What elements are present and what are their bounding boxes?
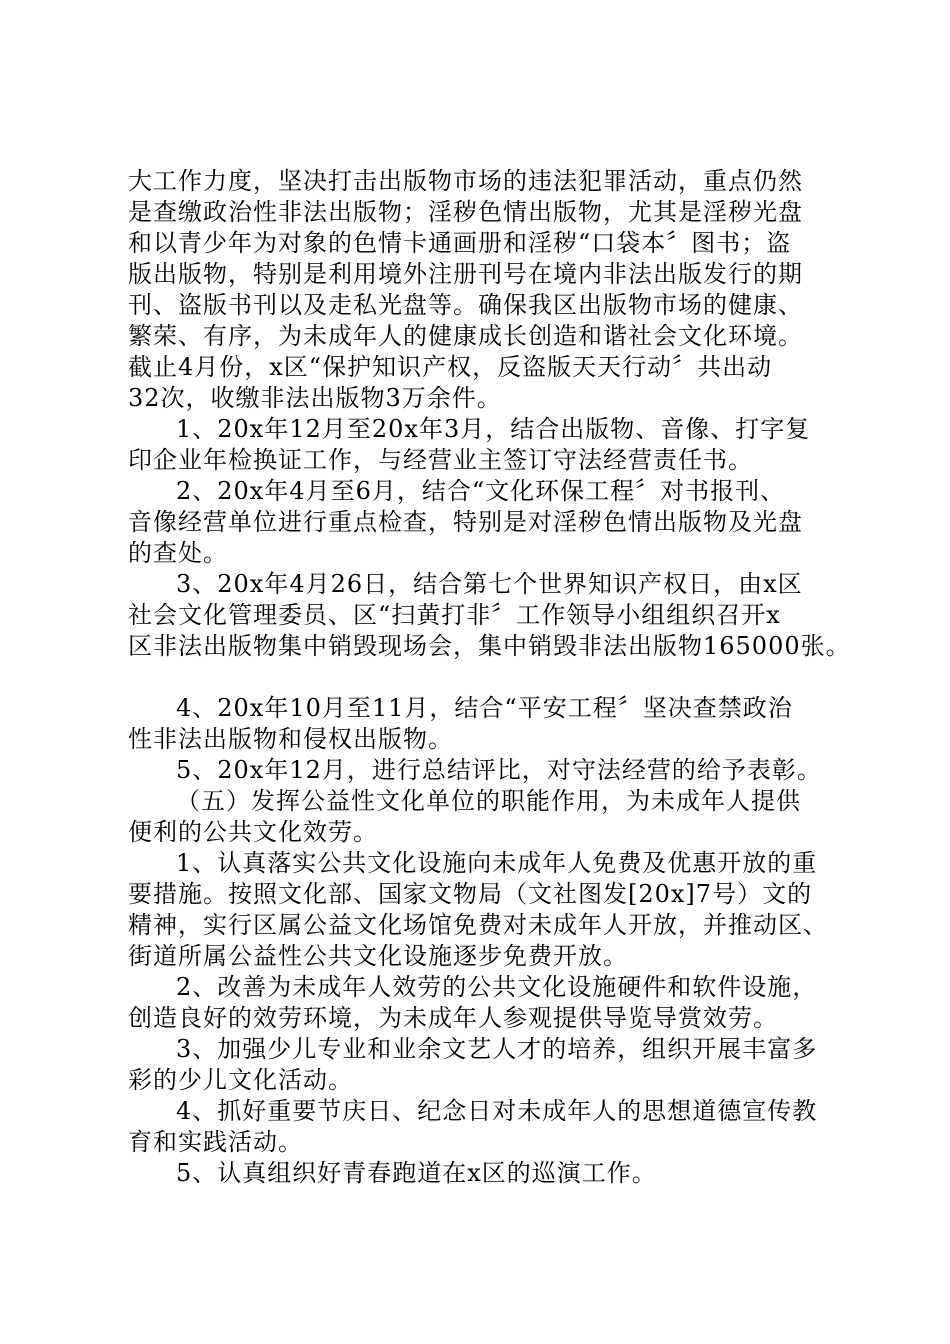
text-line: 要措施。按照文化部、国家文物局（文社图发[20x]7号）文的 (128, 880, 813, 908)
paragraph-start: 5、认真组织好青春跑道在x区的巡演工作。 (176, 1159, 657, 1187)
text-line: 繁荣、有序，为未成年人的健康成长创造和谐社会文化环境。 (128, 322, 803, 350)
text-line: 街道所属公益性公共文化设施逐步免费开放。 (128, 942, 628, 970)
paragraph-start: 2、改善为未成年人效劳的公共文化设施硬件和软件设施， (176, 973, 818, 1001)
section-heading: （五）发挥公益性文化单位的职能作用，为未成年人提供 (176, 787, 801, 815)
text-line: 育和实践活动。 (128, 1128, 303, 1156)
text-line: 彩的少儿文化活动。 (128, 1066, 353, 1094)
text-line: 版出版物，特别是利用境外注册刊号在境内非法出版发行的期 (128, 260, 803, 288)
text-line: 32次，收缴非法出版物3万余件。 (128, 384, 502, 412)
blank-line (128, 662, 848, 693)
text-line: 截止4月份，x区“保护知识产权，反盗版天天行动〞共出动 (128, 353, 773, 381)
text-line: 社会文化管理委员、区“扫黄打非〞工作领导小组组织召开x (128, 601, 781, 629)
text-line: 的查处。 (128, 539, 228, 567)
text-line: 音像经营单位进行重点检查，特别是对淫秽色情出版物及光盘 (128, 508, 803, 536)
paragraph-start: 1、认真落实公共文化设施向未成年人免费及优惠开放的重 (176, 849, 818, 877)
text-line: 精神，实行区属公益文化场馆免费对未成年人开放，并推动区、 (128, 911, 828, 939)
paragraph-start: 2、20x年4月至6月，结合“文化环保工程〞对书报刊、 (176, 477, 786, 505)
paragraph-start: 3、20x年4月26日，结合第七个世界知识产权日，由x区 (176, 570, 803, 598)
paragraph-start: 1、20x年12月至20x年3月，结合出版物、音像、打字复 (176, 415, 811, 443)
text-line: 创造良好的效劳环境，为未成年人参观提供导览导赏效劳。 (128, 1004, 778, 1032)
text-line: 印企业年检换证工作，与经营业主签订守法经营责任书。 (128, 446, 753, 474)
document-body (128, 166, 851, 1189)
paragraph-start: 4、抓好重要节庆日、纪念日对未成年人的思想道德宣传教 (176, 1097, 818, 1125)
text-line: 性非法出版物和侵权出版物。 (128, 725, 453, 753)
paragraph-start: 3、加强少儿专业和业余文艺人才的培养，组织开展丰富多 (176, 1035, 818, 1063)
text-line: 便利的公共文化效劳。 (128, 818, 378, 846)
text-line: 和以青少年为对象的色情卡通画册和淫秽“口袋本〞图书；盗 (128, 229, 792, 257)
text-line: 是查缴政治性非法出版物；淫秽色情出版物，尤其是淫秽光盘 (128, 198, 803, 226)
paragraph-start: 4、20x年10月至11月，结合“平安工程〞坚决查禁政治 (176, 694, 793, 722)
text-line: 区非法出版物集中销毁现场会，集中销毁非法出版物165000张。 (128, 632, 851, 660)
text-line: 大工作力度，坚决打击出版物市场的违法犯罪活动，重点仍然 (128, 167, 803, 195)
paragraph-start: 5、20x年12月，进行总结评比，对守法经营的给予表彰。 (176, 756, 822, 784)
text-line: 刊、盗版书刊以及走私光盘等。确保我区出版物市场的健康、 (128, 291, 803, 319)
